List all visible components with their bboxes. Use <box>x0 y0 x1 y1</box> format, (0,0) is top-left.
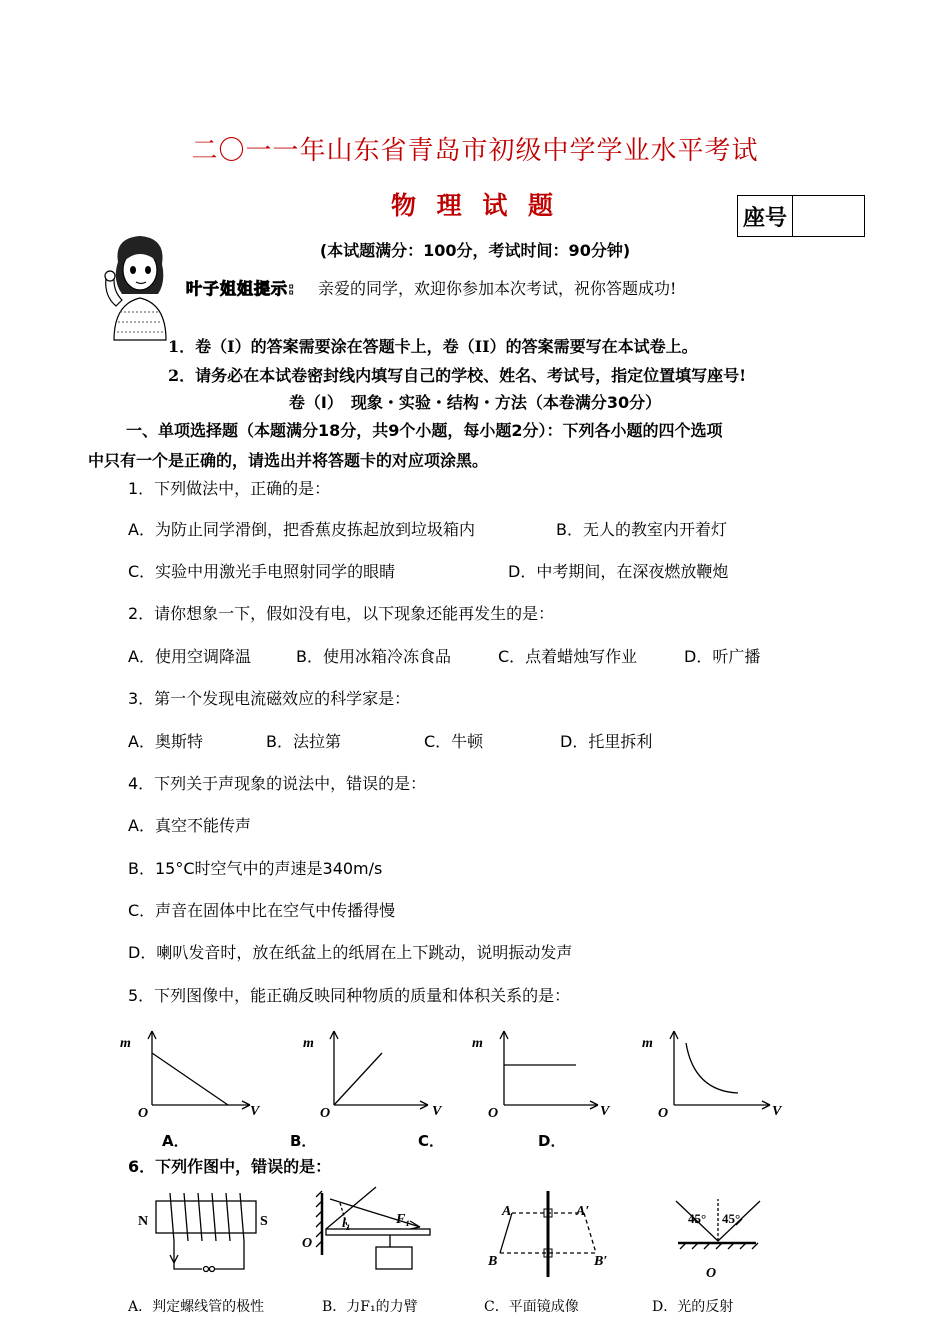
graph-d-x-label: V <box>772 1104 782 1119</box>
graph-a-origin: O <box>138 1106 149 1121</box>
q4-option-a[interactable]: A．真空不能传声 <box>128 816 251 835</box>
fig-a-s: S <box>260 1214 268 1229</box>
graph-c-y-label: m <box>472 1036 483 1051</box>
graph-d-axes <box>674 1031 770 1105</box>
q6-option-a[interactable]: A．判定螺线管的极性 <box>128 1299 265 1315</box>
graph-d-y-label: m <box>642 1036 653 1051</box>
q3-option-c[interactable]: C．牛顿 <box>424 732 484 751</box>
graph-b-origin: O <box>320 1106 331 1121</box>
section-intro-line1: 一、单项选择题（本题满分18分，共9个小题，每小题2分）：下列各小题的四个选项 <box>126 421 723 440</box>
cartoon-girl-avatar <box>100 232 180 342</box>
fig-d-angle-right: 45° <box>722 1211 741 1226</box>
graph-d-origin: O <box>658 1106 669 1121</box>
q6-stem: 6．下列作图中，错误的是： <box>128 1157 332 1176</box>
q3-option-d[interactable]: D．托里拆利 <box>560 732 653 751</box>
object-ab <box>500 1213 512 1253</box>
fig-b-f1: F₁ <box>396 1212 411 1227</box>
exam-title: 二〇一一年山东省青岛市初级中学学业水平考试 <box>191 136 759 166</box>
q1-option-d[interactable]: D．中考期间，在深夜燃放鞭炮 <box>508 562 729 581</box>
q6-option-b[interactable]: B．力F₁的力臂 <box>322 1299 418 1315</box>
graph-a-line <box>152 1053 228 1105</box>
q5-option-d[interactable]: D． <box>538 1132 566 1150</box>
exam-info: (本试题满分：100分，考试时间：90分钟) <box>319 241 631 260</box>
graph-c-x-label: V <box>600 1104 610 1119</box>
graph-d-curve <box>686 1043 738 1093</box>
note-2: 2．请务必在本试卷密封线内填写自己的学校、姓名、考试号，指定位置填写座号! <box>168 366 747 385</box>
seat-input[interactable] <box>793 196 864 236</box>
q5-stem: 5．下列图像中，能正确反映同种物质的质量和体积关系的是： <box>128 986 571 1005</box>
solenoid-coil <box>170 1193 244 1241</box>
fig-d-o: O <box>706 1266 717 1281</box>
note-1: 1．卷（I）的答案需要涂在答题卡上，卷（II）的答案需要写在本试卷上。 <box>168 337 698 356</box>
q5-option-a[interactable]: A． <box>162 1132 189 1150</box>
graph-b-line <box>334 1053 382 1105</box>
seat-label: 座号 <box>738 196 793 236</box>
q4-stem: 4．下列关于声现象的说法中，错误的是： <box>128 774 427 793</box>
q5-option-c[interactable]: C． <box>418 1132 445 1150</box>
q3-stem: 3．第一个发现电流磁效应的科学家是： <box>128 689 411 708</box>
q2-option-a[interactable]: A．使用空调降温 <box>128 647 251 666</box>
graph-a-x-label: V <box>250 1104 260 1119</box>
q2-stem: 2．请你想象一下，假如没有电，以下现象还能再发生的是： <box>128 604 555 623</box>
q1-option-c[interactable]: C．实验中用激光手电照射同学的眼睛 <box>128 562 396 581</box>
q2-option-d[interactable]: D．听广播 <box>684 647 761 666</box>
section-heading: 卷（I） 现象・实验・结构・方法（本卷满分30分） <box>288 393 662 412</box>
seat-number-box <box>737 195 865 237</box>
graph-b-axes <box>334 1031 428 1105</box>
image-ab <box>584 1213 596 1253</box>
q6-figures <box>130 1185 800 1285</box>
graph-b-y-label: m <box>303 1036 314 1051</box>
fig-b-o: O <box>302 1236 313 1251</box>
q1-stem: 1．下列做法中，正确的是： <box>128 479 331 498</box>
section-intro-line2: 中只有一个是正确的，请选出并将答题卡的对应项涂黑。 <box>88 451 489 470</box>
fig-c-b: B <box>488 1254 498 1269</box>
q4-option-b[interactable]: B．15°C时空气中的声速是340m/s <box>128 859 383 878</box>
tip-label: 叶子姐姐提示: <box>186 279 296 298</box>
exam-subtitle: 物 理 试 题 <box>390 191 560 220</box>
fig-d-angle-left: 45° <box>688 1211 707 1226</box>
q5-graphs <box>110 1025 790 1125</box>
q1-option-a[interactable]: A．为防止同学滑倒，把香蕉皮拣起放到垃圾箱内 <box>128 520 475 539</box>
q4-option-d[interactable]: D．喇叭发音时，放在纸盆上的纸屑在上下跳动，说明振动发声 <box>128 943 573 962</box>
fig-b-l1: l₁ <box>342 1216 351 1231</box>
graph-c-axes <box>504 1031 598 1105</box>
q1-option-b[interactable]: B．无人的教室内开着灯 <box>556 520 727 539</box>
fig-a-n: N <box>138 1214 149 1229</box>
graph-a-y-label: m <box>120 1036 131 1051</box>
q2-option-b[interactable]: B．使用冰箱冷冻食品 <box>296 647 451 666</box>
fig-c-a2: A′ <box>576 1204 590 1219</box>
graph-c-origin: O <box>488 1106 499 1121</box>
graph-a-axes <box>152 1031 250 1105</box>
q3-option-b[interactable]: B．法拉第 <box>266 732 341 751</box>
string <box>326 1187 376 1229</box>
q6-option-c[interactable]: C．平面镜成像 <box>484 1299 579 1315</box>
fig-c-b2: B′ <box>594 1254 608 1269</box>
q4-option-c[interactable]: C．声音在固体中比在空气中传播得慢 <box>128 901 396 920</box>
q5-option-b[interactable]: B． <box>290 1132 317 1150</box>
weight-box <box>376 1247 412 1269</box>
tip-text: 亲爱的同学，欢迎你参加本次考试，祝你答题成功! <box>318 279 677 298</box>
q2-option-c[interactable]: C．点着蜡烛写作业 <box>498 647 638 666</box>
solenoid-circuit <box>174 1241 244 1269</box>
q3-option-a[interactable]: A．奥斯特 <box>128 732 203 751</box>
q6-option-d[interactable]: D．光的反射 <box>652 1299 734 1315</box>
graph-b-x-label: V <box>432 1104 442 1119</box>
fig-c-a: A <box>502 1204 512 1219</box>
